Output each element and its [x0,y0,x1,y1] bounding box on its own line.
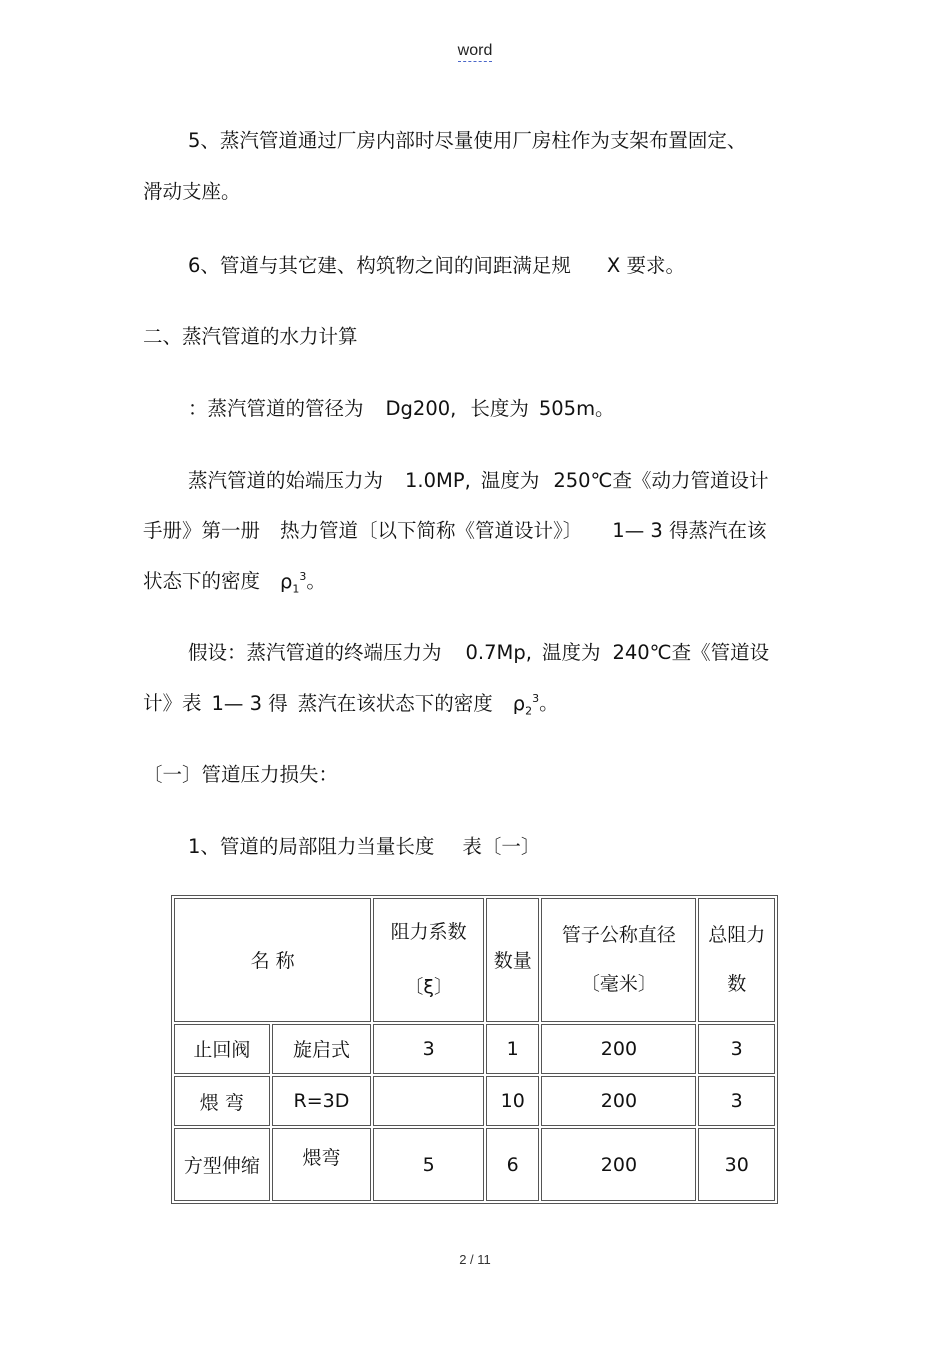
text-segment: 1、管道的局部阻力当量长度 [188,835,435,858]
text-segment: 状态下的密度 [143,569,261,593]
text-segment: 1.0MP, [405,469,471,492]
text-segment: Dg200, [385,397,457,420]
header-diameter [541,898,696,1022]
text-segment: 温度为 [541,641,601,664]
cell-diameter: 200 [541,1128,696,1201]
table-header-row [174,898,775,1022]
table-row [174,1076,775,1126]
text-segment: 蒸汽在该状态下的密度 [297,691,493,715]
cell-type: 煨弯 [272,1128,372,1201]
cell-total: 3 [698,1076,775,1126]
cell-coefficient: 3 [373,1024,484,1074]
header-coefficient [373,898,484,1022]
header-title: word [458,42,493,62]
cell-count: 1 [486,1024,539,1074]
text-segment: 1— 3 得蒸汽在该 [612,519,767,542]
paragraph-item-5-line2: 滑动支座。 [143,180,241,203]
text-segment: 长度为 [470,397,529,420]
cell-name: 煨 弯 [174,1076,270,1126]
text-segment: 250℃查《动力管道设计 [553,469,769,492]
paragraph-start-pressure-line3 [143,571,326,594]
text-segment: 表〔一〕 [462,835,541,858]
cell-count: 10 [486,1076,539,1126]
table-row [174,1024,775,1074]
cell-name: 止回阀 [174,1024,270,1074]
text-segment: 计》表 [143,691,202,715]
cell-type: 旋启式 [272,1024,372,1074]
cell-diameter: 200 [541,1076,696,1126]
text-segment: 蒸汽管道的始端压力为 [188,469,384,492]
header-name: 名 称 [174,898,371,1022]
paragraph-item-6 [188,256,685,276]
paragraph-end-pressure-line1 [188,643,769,663]
text-segment: 1— 3 得 [211,691,288,715]
text-segment: X 要求。 [606,254,685,277]
table-row [174,1128,775,1201]
header-text: 总阻力 [708,924,766,947]
paragraph-end-pressure-line2 [143,693,559,716]
header-text: 管子公称直径 [561,924,676,947]
text-segment: 6、管道与其它建、构筑物之间的间距满足规 [188,254,571,277]
paragraph-item-5-line1: 5、蒸汽管道通过厂房内部时尽量使用厂房柱作为支架布置固定、 [188,129,747,152]
text-segment: 。 [539,691,559,715]
text-segment: 0.7Mp, [465,641,532,664]
text-segment: ρ [280,569,293,593]
header-text: 〔ξ〕 [404,975,453,998]
cell-total: 3 [698,1024,775,1074]
paragraph-start-pressure-line2 [143,521,767,541]
header-total [698,898,775,1022]
header-text: 〔毫米〕 [580,972,657,995]
text-segment: ：蒸汽管道的管径为 [188,397,364,420]
section-heading-pressure-loss: 〔一〕管道压力损失： [143,763,339,786]
text-segment: 温度为 [480,469,540,492]
text-segment: ρ [512,691,526,715]
cell-diameter: 200 [541,1024,696,1074]
paragraph-start-pressure-line1 [188,471,768,491]
cell-name: 方型伸缩 [174,1128,270,1201]
resistance-table [171,895,778,1204]
text-segment: 手册》第一册 [143,519,261,542]
cell-coefficient [373,1076,484,1126]
text-segment: 240℃查《管道设 [612,641,770,664]
paragraph-pipe-spec [188,399,615,419]
paragraph-table-caption [188,837,540,857]
subscript: 1 [292,582,300,596]
header-text: 阻力系数 [390,921,467,944]
page-header [0,42,950,60]
page-number: 2 / 11 [459,1252,491,1267]
text-segment: 。 [306,569,326,593]
text-segment: 假设：蒸汽管道的终端压力为 [188,641,442,664]
cell-count: 6 [486,1128,539,1201]
superscript: 3 [299,570,307,583]
cell-type: R=3D [272,1076,372,1126]
text-segment: 505m。 [538,397,615,420]
cell-coefficient: 5 [373,1128,484,1201]
header-count: 数量 [486,898,539,1022]
section-heading-hydraulic: 二、蒸汽管道的水力计算 [143,325,358,348]
superscript: 3 [532,692,540,705]
header-text: 数 [727,972,747,995]
text-segment: 热力管道〔以下简称《管道设计》〕 [280,519,583,542]
subscript: 2 [525,704,533,718]
cell-total: 30 [698,1128,775,1201]
